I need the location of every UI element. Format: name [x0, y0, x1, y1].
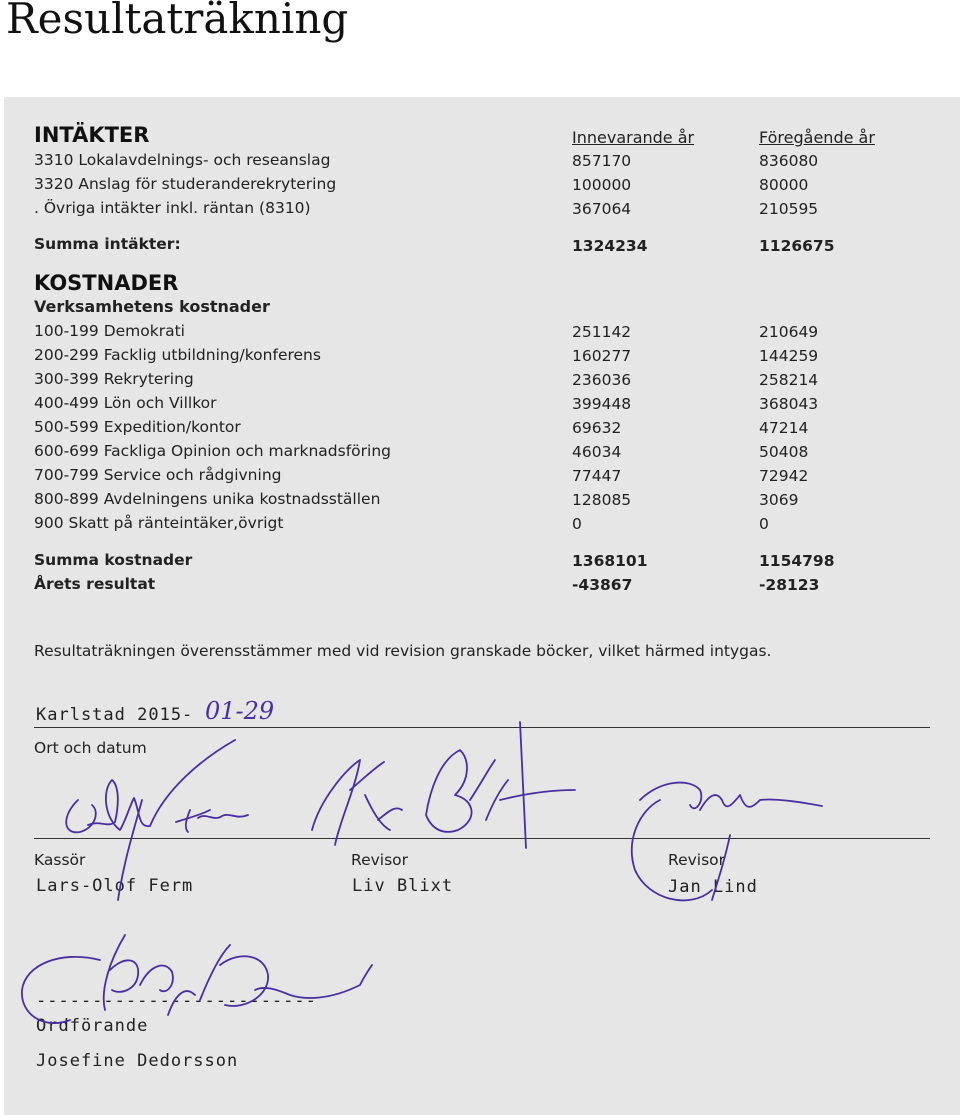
signatory-name: Lars-Olof Ferm: [36, 876, 194, 896]
cost-row-current: 46034: [572, 443, 622, 461]
audit-statement: Resultaträkningen överensstämmer med vid revision granskade böcker, vilket härmed intygas.: [34, 642, 772, 660]
cost-row-label: 400-499 Lön och Villkor: [34, 394, 217, 412]
cost-row-previous: 144259: [759, 347, 819, 365]
cost-row-label: 800-899 Avdelningens unika kostnadsställen: [34, 490, 381, 508]
income-row-current: 857170: [572, 152, 632, 170]
costs-heading: KOSTNADER: [34, 271, 179, 295]
place-date-typed: Karlstad 2015-: [36, 705, 194, 725]
signatory-role: Revisor: [668, 851, 726, 869]
income-row-current: 100000: [572, 176, 632, 194]
cost-row-current: 160277: [572, 347, 632, 365]
income-total-previous: 1126675: [759, 237, 835, 255]
cost-row-previous: 72942: [759, 467, 809, 485]
result-previous: -28123: [759, 576, 820, 594]
income-row-previous: 836080: [759, 152, 819, 170]
costs-total-previous: 1154798: [759, 552, 835, 570]
result-label: Årets resultat: [34, 575, 156, 593]
costs-subheading: Verksamhetens kostnader: [34, 297, 270, 316]
page-title: Resultaträkning: [6, 0, 349, 43]
cost-row-current: 77447: [572, 467, 622, 485]
income-row-label: 3320 Anslag för studeranderekrytering: [34, 175, 337, 193]
costs-total-label: Summa kostnader: [34, 551, 193, 569]
column-header-previous: Föregående år: [759, 128, 875, 147]
chair-dashes: -------------------------: [36, 991, 317, 1011]
income-row-previous: 80000: [759, 176, 809, 194]
income-total-label: Summa intäkter:: [34, 235, 181, 253]
cost-row-current: 128085: [572, 491, 632, 509]
cost-row-label: 900 Skatt på ränteintäker,övrigt: [34, 514, 284, 532]
signatory-role: Revisor: [351, 851, 409, 869]
signatory-name: Liv Blixt: [352, 876, 454, 896]
income-row-label: 3310 Lokalavdelnings- och reseanslag: [34, 151, 331, 169]
cost-row-current: 0: [572, 515, 582, 533]
cost-row-label: 200-299 Facklig utbildning/konferens: [34, 346, 321, 364]
income-row-current: 367064: [572, 200, 632, 218]
cost-row-previous: 368043: [759, 395, 819, 413]
cost-row-previous: 210649: [759, 323, 819, 341]
signatory-name: Jan Lind: [668, 877, 758, 897]
chair-name: Josefine Dedorsson: [36, 1051, 239, 1071]
cost-row-previous: 3069: [759, 491, 799, 509]
signature-line: [34, 838, 930, 839]
cost-row-previous: 50408: [759, 443, 809, 461]
cost-row-previous: 258214: [759, 371, 819, 389]
cost-row-current: 251142: [572, 323, 632, 341]
cost-row-label: 100-199 Demokrati: [34, 322, 185, 340]
income-total-current: 1324234: [572, 237, 648, 255]
income-heading: INTÄKTER: [34, 123, 150, 147]
income-row-label: . Övriga intäkter inkl. räntan (8310): [34, 199, 311, 217]
cost-row-previous: 47214: [759, 419, 809, 437]
chair-role: Ordförande: [36, 1016, 149, 1036]
signatory-role: Kassör: [34, 851, 86, 869]
cost-row-label: 500-599 Expedition/kontor: [34, 418, 241, 436]
result-current: -43867: [572, 576, 633, 594]
cost-row-label: 300-399 Rekrytering: [34, 370, 194, 388]
cost-row-current: 69632: [572, 419, 622, 437]
place-date-label: Ort och datum: [34, 739, 147, 757]
cost-row-label: 600-699 Fackliga Opinion och marknadsföring: [34, 442, 391, 460]
cost-row-label: 700-799 Service och rådgivning: [34, 466, 282, 484]
cost-row-current: 236036: [572, 371, 632, 389]
income-row-previous: 210595: [759, 200, 819, 218]
cost-row-current: 399448: [572, 395, 632, 413]
column-header-current: Innevarande år: [572, 128, 695, 147]
place-date-line: [34, 727, 930, 728]
costs-total-current: 1368101: [572, 552, 648, 570]
cost-row-previous: 0: [759, 515, 769, 533]
handwritten-date: 01-29: [205, 697, 275, 725]
